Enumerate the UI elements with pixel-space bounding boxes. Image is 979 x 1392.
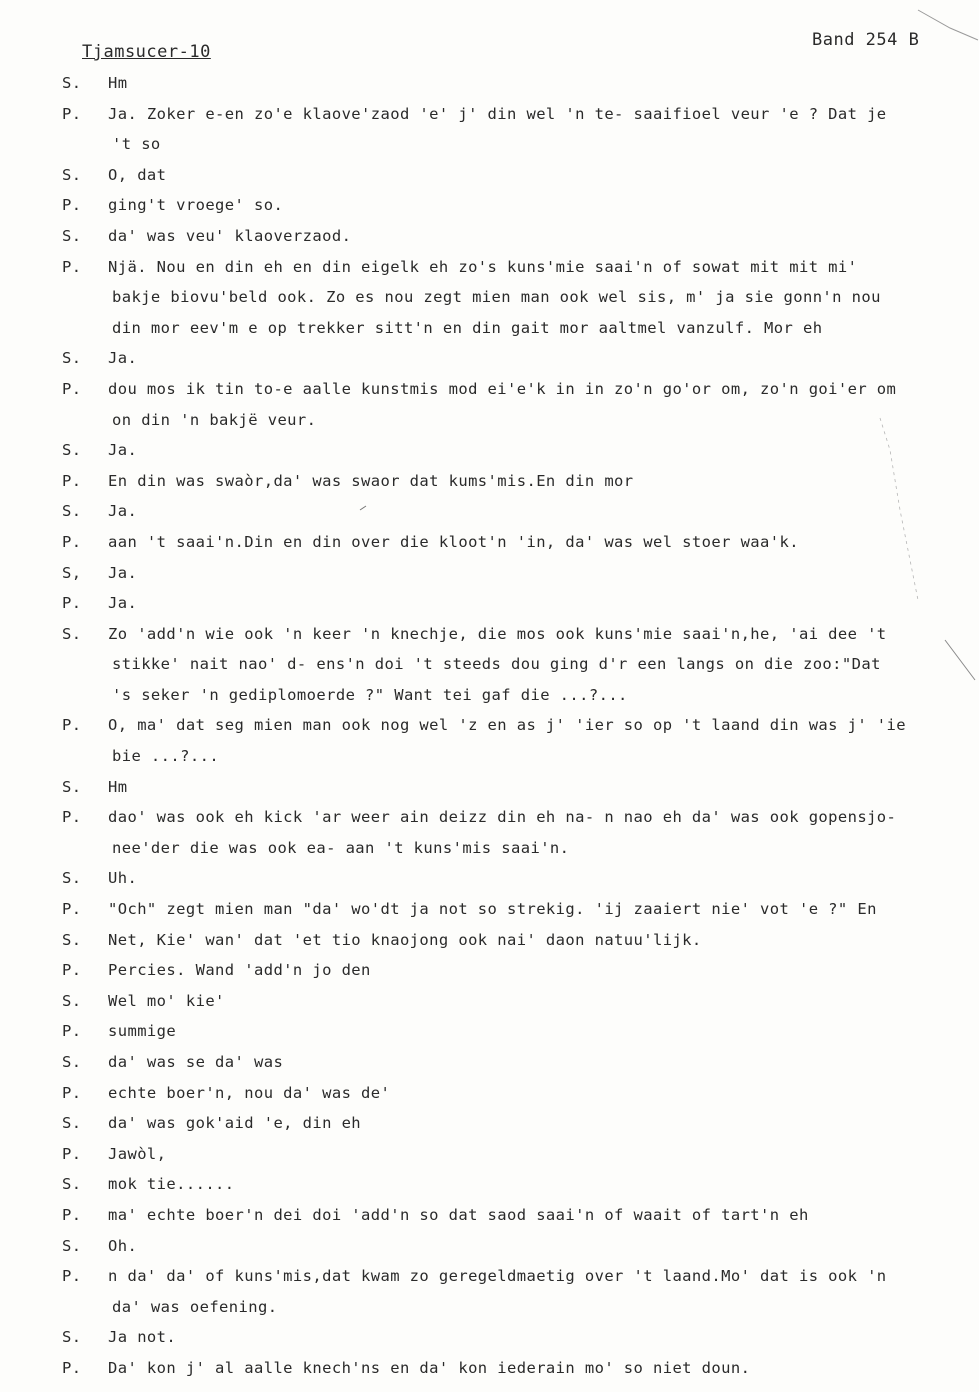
line-text: ma' echte boer'n dei doi 'add'n so dat saod saai'n of waait of tart'n eh <box>108 1205 809 1224</box>
line-text: n da' da' of kuns'mis,dat kwam zo geregeldmaetig over 't laand.Mo' dat is ook 'n <box>108 1267 887 1286</box>
speaker-label: S. <box>62 1236 82 1255</box>
line-text: da' was oefening. <box>112 1297 278 1316</box>
transcript-line <box>0 992 979 1023</box>
transcript-line <box>0 166 979 197</box>
speaker-label: S. <box>62 1175 82 1194</box>
transcript-line <box>0 227 979 258</box>
transcript-line <box>0 1053 979 1084</box>
line-text: Njä. Nou en din eh en din eigelk eh zo's kuns'mie saai'n of sowat mit mit mi' <box>108 257 858 276</box>
transcript-line <box>0 135 979 166</box>
transcript-line <box>0 808 979 839</box>
transcript-line <box>0 258 979 289</box>
speaker-label: P. <box>62 1083 82 1102</box>
transcript-line <box>0 839 979 870</box>
line-text: dou mos ik tin to-e aalle kunstmis mod ei'e'k in in zo'n go'or om, zo'n goi'er om <box>108 379 897 398</box>
speaker-label: S. <box>62 624 82 643</box>
line-text: O, dat <box>108 165 167 184</box>
speaker-label: S. <box>62 1114 82 1133</box>
speaker-label: S. <box>62 777 82 796</box>
transcript-line <box>0 441 979 472</box>
line-text: Ja. <box>108 349 138 368</box>
transcript-line <box>0 380 979 411</box>
line-text: En din was swaòr,da' was swaor dat kums'mis.En din mor <box>108 471 634 490</box>
transcript-line <box>0 961 979 992</box>
band-label: Band 254 B <box>812 30 920 50</box>
line-text: Hm <box>108 777 128 796</box>
line-text: "Och" zegt mien man "da' wo'dt ja not so strekig. 'ij zaaiert nie' vot 'e ?" En <box>108 900 877 919</box>
document-title: Tjamsucer-10 <box>82 42 211 62</box>
transcript-line <box>0 1237 979 1268</box>
line-text: da' was gok'aid 'e, din eh <box>108 1114 362 1133</box>
line-text: din mor eev'm e op trekker sitt'n en din gait mor aaltmel vanzulf. Mor eh <box>112 318 823 337</box>
line-text: O, ma' dat seg mien man ook nog wel 'z en as j' 'ier so op 't laand din was j' 'ie <box>108 716 907 735</box>
speaker-label: P. <box>62 1144 82 1163</box>
line-text: bie ...?... <box>112 747 220 766</box>
transcript-line <box>0 533 979 564</box>
transcript-line <box>0 655 979 686</box>
line-text: Oh. <box>108 1236 138 1255</box>
line-text: Net, Kie' wan' dat 'et tio knaojong ook nai' daon natuu'lijk. <box>108 930 702 949</box>
line-text: Ja not. <box>108 1328 177 1347</box>
transcript-line <box>0 1298 979 1329</box>
line-text: echte boer'n, nou da' was de' <box>108 1083 391 1102</box>
speaker-label: S. <box>62 165 82 184</box>
line-text: 't so <box>112 135 161 154</box>
speaker-label: P. <box>62 1267 82 1286</box>
transcript-line <box>0 1084 979 1115</box>
transcript-line <box>0 288 979 319</box>
line-text: on din 'n bakjë veur. <box>112 410 317 429</box>
line-text: summige <box>108 1022 177 1041</box>
speaker-label: P. <box>62 900 82 919</box>
speaker-label: S. <box>62 74 82 92</box>
line-text: da' was se da' was <box>108 1053 284 1071</box>
transcript-line <box>0 931 979 962</box>
line-text: Da' kon j' al aalle knech'ns en da' kon iederain mo' so niet doun. <box>108 1358 751 1377</box>
transcript-line <box>0 74 979 105</box>
line-text: 's seker 'n gediplomoerde ?" Want tei gaf die ...?... <box>112 685 628 704</box>
line-text: Ja. Zoker e-en zo'e klaove'zaod 'e' j' din wel 'n te- saaifioel veur 'e ? Dat je <box>108 104 887 123</box>
line-text: bakje biovu'beld ook. Zo es nou zegt mien man ook wel sis, m' ja sie gonn'n nou <box>112 288 881 307</box>
transcript-line <box>0 1267 979 1298</box>
speaker-label: P. <box>62 1358 82 1377</box>
line-text: Ja. <box>108 502 138 521</box>
transcript-line <box>0 1022 979 1053</box>
line-text: stikke' nait nao' d- ens'n doi 't steeds dou ging d'r een langs on die zoo:"Dat <box>112 655 881 674</box>
line-text: mok tie...... <box>108 1175 235 1194</box>
transcript-line <box>0 778 979 809</box>
speaker-label: S. <box>62 349 82 368</box>
transcript-line <box>0 1328 979 1359</box>
speaker-label: S, <box>62 563 82 582</box>
transcript-line <box>0 319 979 350</box>
transcript-line <box>0 594 979 625</box>
transcript-line <box>0 1175 979 1206</box>
speaker-label: P. <box>62 471 82 490</box>
line-text: Ja. <box>108 594 138 613</box>
speaker-label: S. <box>62 441 82 460</box>
transcript-line <box>0 105 979 136</box>
speaker-label: P. <box>62 379 82 398</box>
transcript-line <box>0 1359 979 1390</box>
line-text: Zo 'add'n wie ook 'n keer 'n knechje, die mos ook kuns'mie saai'n,he, 'ai dee 't <box>108 624 887 643</box>
speaker-label: S. <box>62 1053 82 1071</box>
speaker-label: S. <box>62 991 82 1010</box>
transcript-line <box>0 869 979 900</box>
speaker-label: S. <box>62 1328 82 1347</box>
transcript-line <box>0 625 979 656</box>
speaker-label: P. <box>62 196 82 215</box>
transcript-line <box>0 747 979 778</box>
speaker-label: P. <box>62 1205 82 1224</box>
line-text: ging't vroege' so. <box>108 196 284 215</box>
transcript-line <box>0 900 979 931</box>
speaker-label: P. <box>62 961 82 980</box>
transcript-line <box>0 349 979 380</box>
transcript-lines <box>0 74 979 1390</box>
speaker-label: P. <box>62 104 82 123</box>
speaker-label: S. <box>62 226 82 245</box>
line-text: da' was veu' klaoverzaod. <box>108 226 352 245</box>
transcript-line <box>0 1114 979 1145</box>
speaker-label: P. <box>62 257 82 276</box>
line-text: Wel mo' kie' <box>108 991 225 1010</box>
transcript-line <box>0 564 979 595</box>
line-text: aan 't saai'n.Din en din over die kloot'n 'in, da' was wel stoer waa'k. <box>108 532 799 551</box>
transcript-line <box>0 716 979 747</box>
transcript-line <box>0 1206 979 1237</box>
line-text: Percies. Wand 'add'n jo den <box>108 961 371 980</box>
line-text: Ja. <box>108 563 138 582</box>
speaker-label: P. <box>62 808 82 827</box>
speaker-label: P. <box>62 1022 82 1041</box>
transcript-line <box>0 472 979 503</box>
line-text: dao' was ook eh kick 'ar weer ain deizz din eh na- n nao eh da' was ook gopensjo- <box>108 808 897 827</box>
speaker-label: P. <box>62 594 82 613</box>
transcript-line <box>0 1145 979 1176</box>
transcript-line <box>0 196 979 227</box>
speaker-label: S. <box>62 930 82 949</box>
speaker-label: S. <box>62 502 82 521</box>
speaker-label: P. <box>62 716 82 735</box>
line-text: Jawòl, <box>108 1144 167 1163</box>
speaker-label: P. <box>62 532 82 551</box>
transcript-line <box>0 411 979 442</box>
speaker-label: S. <box>62 869 82 888</box>
line-text: Ja. <box>108 441 138 460</box>
transcript-line <box>0 686 979 717</box>
line-text: Hm <box>108 74 128 92</box>
line-text: Uh. <box>108 869 138 888</box>
transcript-line <box>0 502 979 533</box>
line-text: nee'der die was ook ea- aan 't kuns'mis saai'n. <box>112 838 570 857</box>
